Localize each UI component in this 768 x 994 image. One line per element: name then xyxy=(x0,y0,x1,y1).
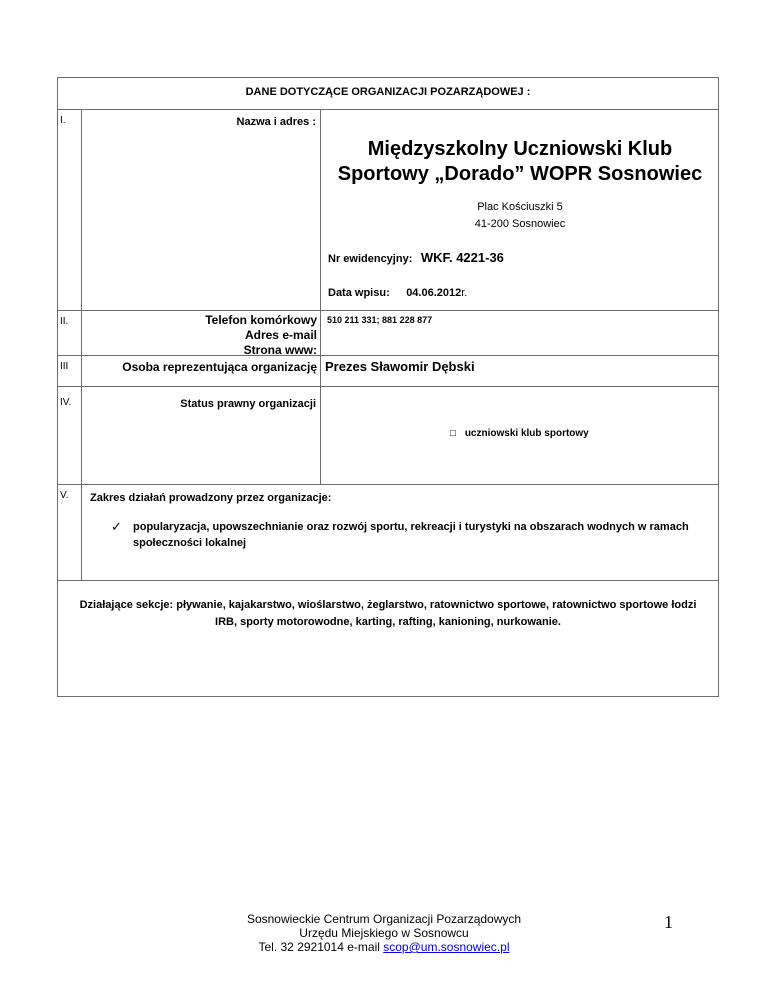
section-number-5: V. xyxy=(60,490,69,501)
checkmark-icon: ✓ xyxy=(111,519,122,534)
label-column-line xyxy=(320,109,321,485)
num-column-line xyxy=(81,109,82,581)
footer-phone: Tel. 32 2921014 e-mail xyxy=(258,940,384,954)
row-line-header xyxy=(57,109,719,110)
www-label: Strona www: xyxy=(243,343,317,357)
email-label: Adres e-mail xyxy=(244,328,317,342)
section-number-3: III xyxy=(60,361,69,372)
phone-label: Telefon komórkowy xyxy=(205,313,317,327)
name-address-label: Nazwa i adres : xyxy=(236,116,316,128)
address-line1: Plac Kościuszki 5 xyxy=(477,201,563,213)
scope-line2: społeczności lokalnej xyxy=(133,537,247,549)
footer-email-link[interactable]: scop@um.sosnowiec.pl xyxy=(383,940,510,954)
representative-label: Osoba reprezentująca organizację xyxy=(122,360,317,374)
org-name-line2: Sportowy „Dorado” WOPR Sosnowiec xyxy=(337,163,703,185)
row-line-1 xyxy=(57,310,719,311)
date-value: 04.06.2012 xyxy=(406,287,462,299)
scope-line1: popularyzacja, upowszechnianie oraz rozwój sportu, rekreacji i turystyki na obszarach wodnych w ramach xyxy=(133,521,689,533)
row-line-5 xyxy=(57,580,719,581)
form-title: DANE DOTYCZĄCE ORGANIZACJI POZARZĄDOWEJ : xyxy=(245,86,531,98)
org-name-line1: Międzyszkolny Uczniowski Klub xyxy=(367,138,673,160)
contact-labels xyxy=(84,313,317,358)
org-name xyxy=(322,137,718,187)
registration-date xyxy=(328,283,467,301)
table-border-right xyxy=(718,77,719,697)
checkbox-icon: □ xyxy=(450,428,457,439)
legal-status-value xyxy=(450,428,589,439)
footer xyxy=(200,912,568,954)
date-suffix: r. xyxy=(461,287,468,299)
active-sections xyxy=(58,597,718,631)
section-number-1: I. xyxy=(60,115,66,126)
table-border-bottom xyxy=(57,696,719,697)
row-line-3 xyxy=(57,386,719,387)
section-number-2: II. xyxy=(60,316,69,327)
date-label: Data wpisu: xyxy=(328,287,390,299)
legal-status-label: Status prawny organizacji xyxy=(180,398,316,410)
table-border-top xyxy=(57,77,719,78)
registration-label: Nr ewidencyjny: xyxy=(328,253,413,265)
row-line-4 xyxy=(57,484,719,485)
registration-value: WKF. 4221-36 xyxy=(420,250,504,265)
address-line2: 41-200 Sosnowiec xyxy=(474,218,566,230)
footer-line3 xyxy=(200,940,568,954)
active-sections-line1: Działające sekcje: pływanie, kajakarstwo, wioślarstwo, żeglarstwo, ratownictwo sportowe, ratownictwo sportowe łodzi xyxy=(79,599,697,611)
page-number: 1 xyxy=(664,912,673,932)
scope-label: Zakres działań prowadzony przez organizacje: xyxy=(90,492,332,504)
legal-status-text: uczniowski klub sportowy xyxy=(464,428,589,439)
section-number-4: IV. xyxy=(60,397,72,408)
org-address xyxy=(322,199,718,233)
active-sections-line2: IRB, sporty motorowodne, karting, rafting, kanioning, nurkowanie. xyxy=(215,616,561,628)
registration-number xyxy=(328,249,504,267)
footer-line2: Urzędu Miejskiego w Sosnowcu xyxy=(299,926,469,940)
footer-line1: Sosnowieckie Centrum Organizacji Pozarządowych xyxy=(246,912,522,926)
phone-value: 510 211 331; 881 228 877 xyxy=(327,315,433,325)
representative-value: Prezes Sławomir Dębski xyxy=(325,359,475,374)
